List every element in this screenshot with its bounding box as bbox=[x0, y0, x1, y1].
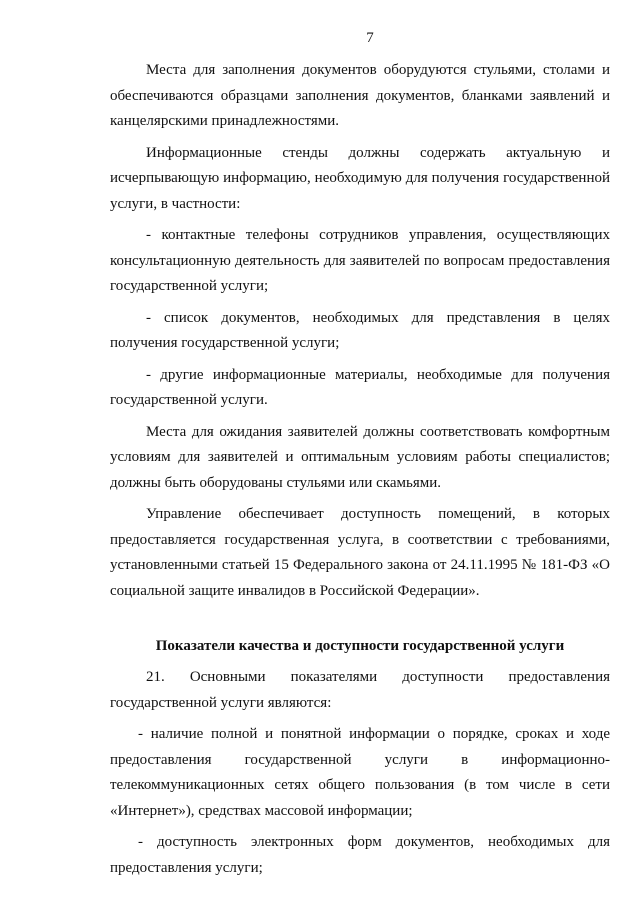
list-item-info-availability: - наличие полной и понятной информации о порядке, сроках и ходе предоставления государственной услуги в информационно-телекоммуникационных сетях общего пользования (в том числе в сети «Интернет»), средствах массовой информации; bbox=[110, 726, 610, 819]
paragraph-workplaces: Места для заполнения документов оборудуются стульями, столами и обеспечиваются образцами заполнения документов, бланками заявлений и канцелярскими принадлежностями. bbox=[110, 62, 610, 129]
paragraph-indicators: 21. Основными показателями доступности предоставления государственной услуги являются: bbox=[110, 669, 610, 711]
list-item-electronic-forms: - доступность электронных форм документов, необходимых для предоставления услуги; bbox=[110, 834, 610, 876]
list-item-phones: - контактные телефоны сотрудников управления, осуществляющих консультационную деятельность для заявителей по вопросам предоставления государственной услуги; bbox=[110, 227, 610, 294]
paragraph-info-stands: Информационные стенды должны содержать актуальную и исчерпывающую информацию, необходимую для получения государственной услуги, в частности: bbox=[110, 144, 610, 212]
paragraph-waiting-areas: Места для ожидания заявителей должны соответствовать комфортным условиям для заявителей и оптимальным условиям работы специалистов; должны быть оборудованы стульями или скамьями. bbox=[110, 423, 610, 491]
list-item-documents: - список документов, необходимых для представления в целях получения государственной услуги; bbox=[110, 309, 610, 351]
page-number: 7 bbox=[366, 30, 374, 46]
paragraph-accessibility: Управление обеспечивает доступность помещений, в которых предоставляется государственная услуга, в соответствии с требованиями, установленными статьей 15 Федерального закона от 24.11.1995 № 181-ФЗ «О социальной защите инвалидов в Российской Федерации». bbox=[110, 506, 610, 599]
section-heading: Показатели качества и доступности государственной услуги bbox=[155, 638, 565, 654]
document-page bbox=[110, 28, 610, 887]
list-item-other-materials: - другие информационные материалы, необходимые для получения государственной услуги. bbox=[110, 366, 610, 408]
